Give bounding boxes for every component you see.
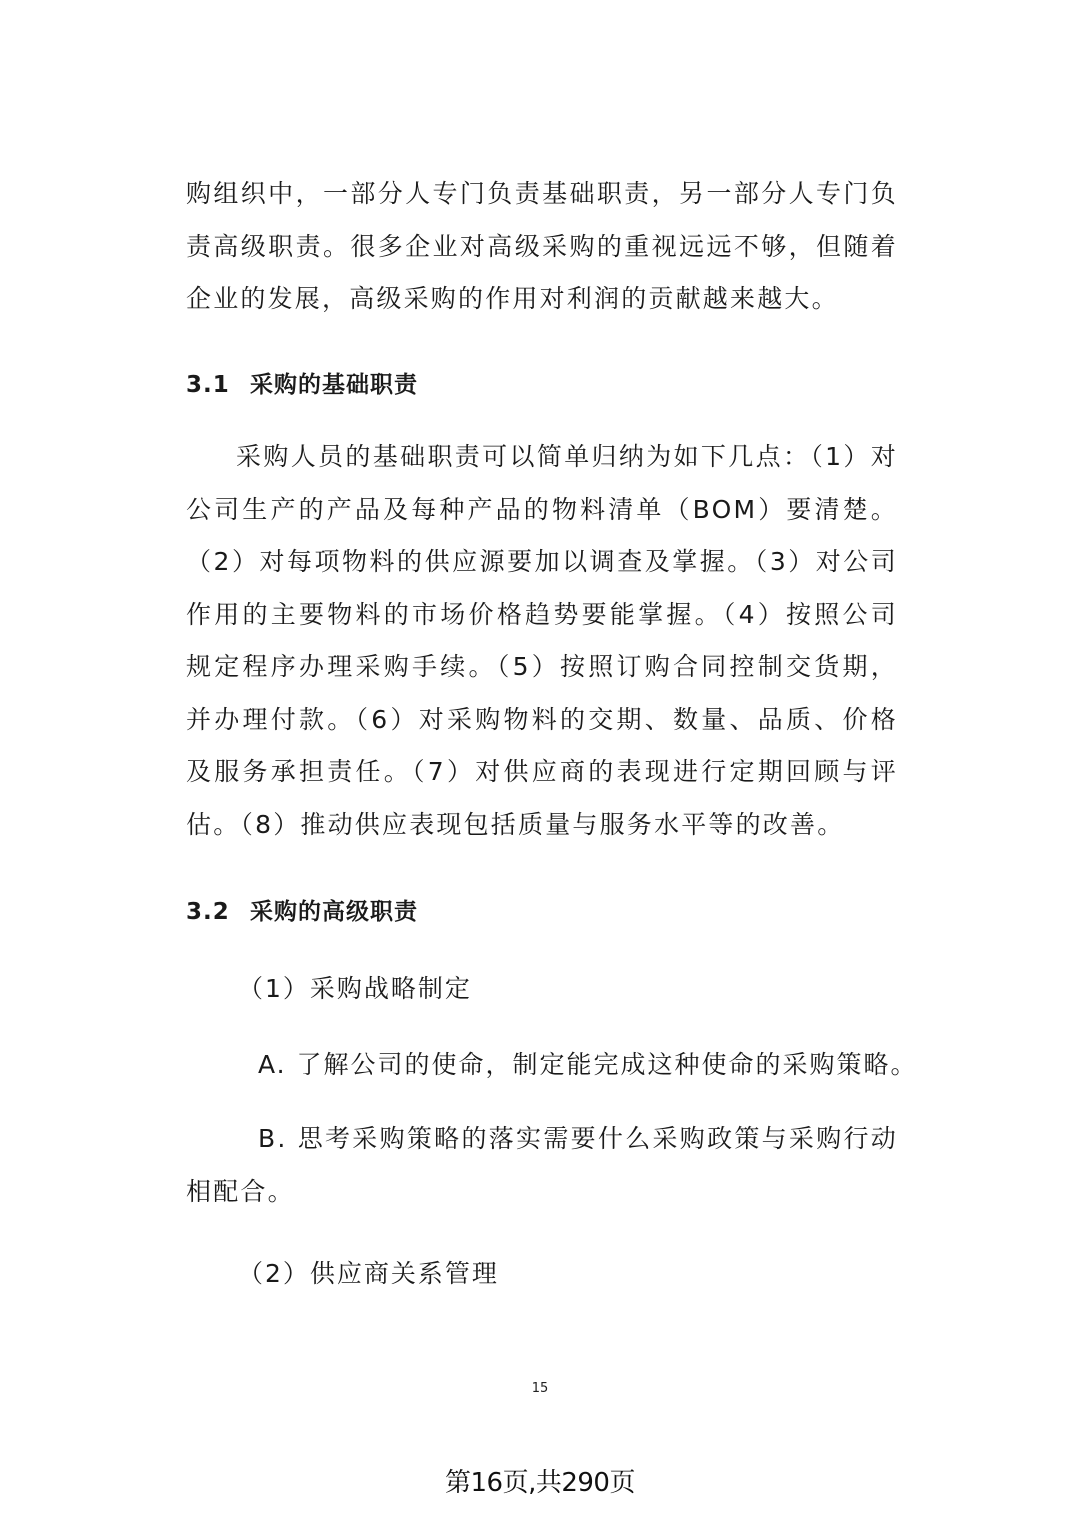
section-title: 采购的高级职责 (250, 899, 418, 925)
page-number: 15 (531, 1381, 549, 1396)
section-number: 3.2 (186, 899, 230, 925)
section-title: 采购的基础职责 (250, 372, 418, 398)
list-subitem-b: B. 思考采购策略的落实需要什么采购政策与采购行动相配合。 (186, 1124, 898, 1206)
section-3-1-body: 采购人员的基础职责可以简单归纳为如下几点：（1）对公司生产的产品及每种产品的物料清单（BOM）要清楚。（2）对每项物料的供应源要加以调查及掌握。（3）对公司作用的主要物料的市场价格趋势要能掌握。（4）按照公司规定程序办理采购手续。（5）按照订购合同控制交货期，并办理付款。（6）对采购物料的交期、数量、品质、价格及服务承担责任。（7）对供应商的表现进行定期回顾与评估。（8）推动供应表现包括质量与服务水平等的改善。 (186, 442, 898, 839)
list-item-supplier: （2）供应商关系管理 (238, 1259, 499, 1288)
list-subitem-a: A. 了解公司的使命，制定能完成这种使命的采购策略。 (258, 1050, 918, 1079)
list-item-strategy: （1）采购战略制定 (238, 974, 472, 1003)
section-heading-3-1 (186, 366, 418, 399)
section-heading-3-2 (186, 893, 418, 926)
section-number: 3.1 (186, 372, 230, 398)
page-footer: 第16页,共290页 (445, 1468, 635, 1498)
intro-paragraph: 购组织中，一部分人专门负责基础职责，另一部分人专门负责高级职责。很多企业对高级采购的重视远远不够，但随着企业的发展，高级采购的作用对利润的贡献越来越大。 (186, 179, 898, 313)
